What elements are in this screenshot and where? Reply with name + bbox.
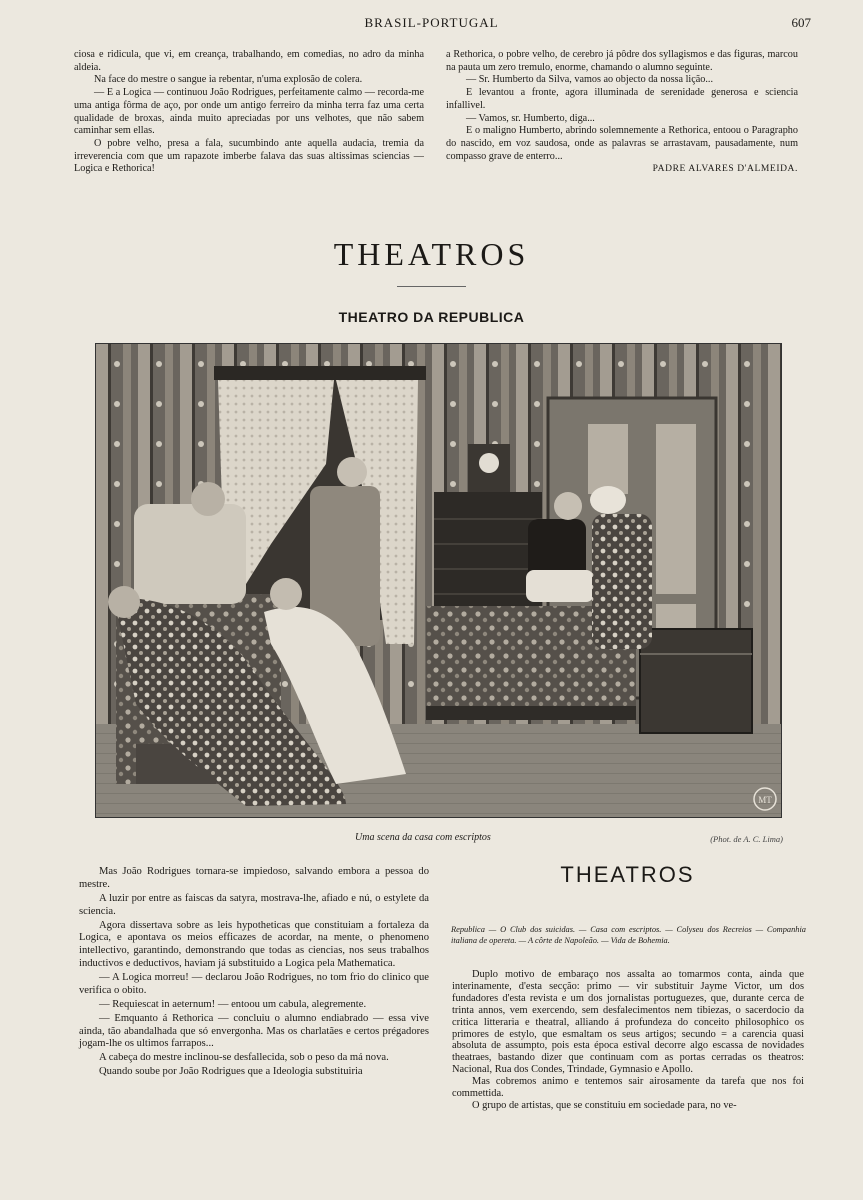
bottom-left-column — [79, 866, 429, 1080]
paragraph: A cabeça do mestre inclinou-se desfallecida, sob o peso da má nova. — [99, 1052, 389, 1064]
running-header: BRASIL-PORTUGAL — [364, 15, 499, 30]
paragraph: Mas João Rodrigues tornara-se impiedoso, salvando embora a pessoa do mestre. — [79, 866, 429, 890]
paragraph: Mas cobremos animo e tentemos sair airosamente da tarefa que nos foi commettida. — [452, 1076, 804, 1100]
bottom-right-column — [452, 969, 804, 1112]
photo-monogram: MT — [758, 795, 772, 805]
top-right-column — [446, 49, 798, 176]
theatre-title: THEATRO DA REPUBLICA — [338, 309, 525, 325]
paragraph: Agora dissertava sobre as leis hypotheticas que constituiam a fortaleza da Logica, e apontava os meios efficazes de acordar, na mente, o phenomeno intellectivo, garantindo, demonstrando que todas as ciencias, nos seus trabalhos inductivos e deductivos, haviam já substituido a Logica pela Mathematica. — [79, 919, 429, 969]
paragraph: — Vamos, sr. Humberto, diga... — [466, 112, 595, 124]
stage-photograph — [95, 343, 782, 818]
paragraph: E levantou a fronte, agora illuminada de serenidade generosa e sciencia infallivel. — [446, 87, 798, 111]
paragraph: E o maligno Humberto, abrindo solemnemente a Rethorica, entoou o Paragrapho do nascido, em voz saudosa, onde as palavras se arrastavam, pausadamente, num compasso grave de enterro... — [446, 125, 798, 162]
paragraph: O grupo de artistas, que se constituiu em sociedade para, no ve- — [472, 1099, 737, 1111]
paragraph: Duplo motivo de embaraço nos assalta ao tomarmos conta, ainda que interinamente, d'esta secção: primo — vir substituir Jayme Victor, um dos fundadores d'esta revista e um dos jornalistas portuguezes, que, durante cerca de trinta annos, vem exercendo, sem desfalecimentos nem tibiezas, o sacerdocio da critica litteraria e theatral, alliando á profundeza do conceito philosophico os primores de estylo, que esmaltam os seus artigos; secundo = a carencia quasi absoluta de assumpto, pois esta época estival decorre algo escassa de novidades theatraes, bastando dizer que continuam com as portas cerradas os theatros: Nacional, Rua dos Condes, Trindade, Gymnasio e Apollo. — [452, 969, 804, 1076]
paragraph: A luzir por entre as faiscas da satyra, mostrava-lhe, afiado e nú, o estylete da sciencia. — [79, 892, 429, 917]
author-signature: PADRE ALVARES D'ALMEIDA. — [652, 164, 798, 175]
section-divider — [397, 286, 466, 287]
paragraph: — Sr. Humberto da Silva, vamos ao objecto da nossa lição... — [466, 74, 714, 86]
paragraph: O pobre velho, presa a fala, sucumbindo ante aquella audacia, tremia da irreverencia com que um rapazote imberbe falava das suas altissimas sciencias — Logica e Rethorica! — [74, 137, 424, 175]
top-left-column — [74, 49, 424, 176]
paragraph: — Emquanto á Rethorica — concluiu o alumno endiabrado — essa vive ainda, tão abandalhada que só envergonha. Mas os charlatães e certos prégadores jogam-lhe os ultimos farrapos... — [79, 1012, 429, 1050]
page-number: 607 — [791, 15, 811, 30]
subjects-summary: Republica — O Club dos suicidas. — Casa com escriptos. — Colyseu dos Recreios — Companhia italiana de opereta. — A côrte de Napoleão. — Vida de Bohemia. — [451, 925, 806, 945]
paragraph: — E a Logica — continuou João Rodrigues, perfeitamente calmo — recorda-me uma antiga fôrma de aço, por onde um antigo ferreiro da minha terra faz uma certa qualidade de broxas, ainda muito apreciadas por uns velhotes, que não sabem caminhar sem ellas. — [74, 87, 424, 137]
column-section-title: THEATROS — [560, 862, 695, 887]
paragraph: Quando soube por João Rodrigues que a Ideologia substituiria — [99, 1066, 363, 1078]
photo-credit: (Phot. de A. C. Lima) — [710, 834, 783, 844]
photo-caption: Uma scena da casa com escriptos — [355, 832, 491, 843]
paragraph: ciosa e ridicula, que vi, em creança, trabalhando, em comedias, no adro da minha aldeia. — [74, 49, 424, 73]
section-title: THEATROS — [333, 236, 530, 272]
paragraph: a Rethorica, o pobre velho, de cerebro já pôdre dos syllagismos e das figuras, marcou na pauta um zero tremulo, enorme, chamando o alumno seguinte. — [446, 49, 798, 73]
paragraph: — A Logica morreu! — declarou João Rodrigues, no tom frio do clinico que verifica o obito. — [79, 971, 429, 996]
paragraph: — Requiescat in aeternum! — entoou um cabula, alegremente. — [99, 998, 367, 1010]
paragraph: Na face do mestre o sangue ia rebentar, n'uma explosão de colera. — [94, 74, 363, 86]
